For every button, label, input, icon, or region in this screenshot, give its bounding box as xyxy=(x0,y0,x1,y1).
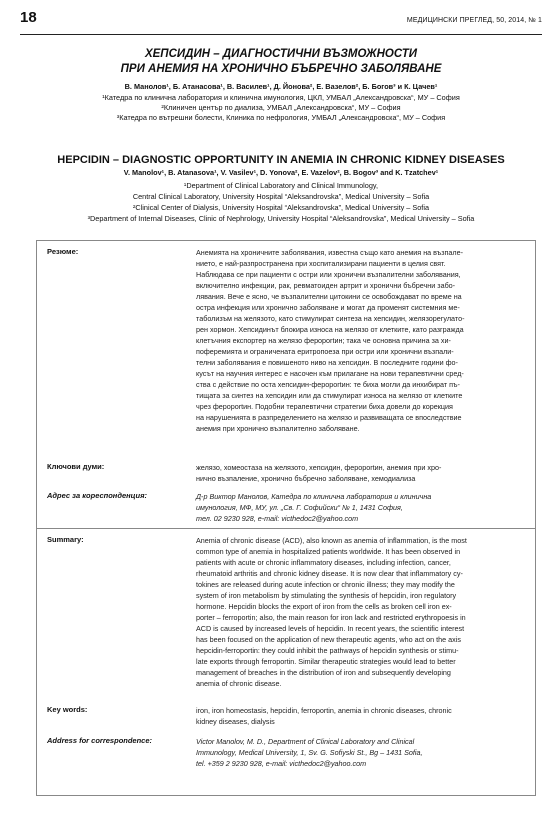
resume-section xyxy=(37,241,535,456)
summary-line: ACD is caused by increased levels of hepcidin. In recent years, the scientific interest xyxy=(196,624,465,633)
resume-line: остра инфекция или хронично заболяване и могат да променят системния ме- xyxy=(196,303,460,312)
summary-line: hormone. Hepcidin blocks the export of iron from the cells as broken cell iron ex- xyxy=(196,602,452,611)
bg-authors: В. Манолов¹, Б. Атанасова¹, В. Василев¹, Д. Йонова², Е. Вазелов², Б. Богов³ и К. Цачев¹ xyxy=(124,82,438,91)
bg-affiliation: ¹Катедра по клинична лаборатория и клинична имунология, ЦКЛ, УМБАЛ „Александровска“, МУ – София xyxy=(102,93,460,102)
resume-line: поферемията и ограничената еритропоеза при остри или хронични възпали- xyxy=(196,347,454,356)
summary-line: hepcidin-ferroportin: they could inhibit the pathways of hepcidin synthesis or stimu- xyxy=(196,646,459,655)
address-line: Immunology, Medical University, 1, Sv. G. Sofiyski St., Bg – 1431 Sofia, xyxy=(196,748,423,757)
en-authors: V. Manolov¹, B. Atanasova¹, V. Vasilev¹, D. Yonova², E. Vazelov², B. Bogov³ and K. Tzatchev¹ xyxy=(123,168,439,177)
page-header xyxy=(20,8,542,35)
keywords-bg-label: Ключови думи: xyxy=(47,462,105,471)
address-line: имунология, МФ, МУ, ул. „Св. Г. Софийски“ № 1, 1431 София, xyxy=(196,503,403,512)
keywords-bg-section xyxy=(37,460,535,490)
resume-line: рен хормон. Хепсидинът блокира износа на желязо от клетките, като разгражда xyxy=(196,325,464,334)
summary-line: management of breaches in the distribution of iron and subsequently developing xyxy=(196,668,451,677)
keywords-line: iron, iron homeostasis, hepcidin, ferroportin, anemia in chronic diseases, chronic xyxy=(196,706,452,715)
resume-line: таболизъм на желязото, като стимулират синтеза на хепсидин, желязорегулато- xyxy=(196,314,465,323)
resume-text xyxy=(196,247,527,434)
en-title: HEPCIDIN – DIAGNOSTIC OPPORTUNITY IN ANEMIA IN CHRONIC KIDNEY DISEASES xyxy=(57,154,505,166)
address-en-label: Address for correspondence: xyxy=(47,736,153,745)
summary-line: system of iron metabolism by stimulating the synthesis of hepcidin, iron regulatory xyxy=(196,591,457,600)
address-line: Victor Manolov, M. D., Department of Clinical Laboratory and Clinical xyxy=(196,737,415,746)
summary-line: late exports through ferroportin. Similar therapeutic strategies would lead to better xyxy=(196,657,456,666)
summary-line: has been focused on the application of new therapeutic agents, who act on the axis xyxy=(196,635,461,644)
summary-line: anemia of chronic disease. xyxy=(196,679,282,688)
keywords-en-section xyxy=(37,703,535,733)
resume-line: лявания. Вече е ясно, че възпалителни цитокини се освобождават по време на xyxy=(196,292,462,301)
resume-line: тищата за синтез на хепсидин или да стимулират износа на желязо от клетките xyxy=(196,391,463,400)
address-bg-label: Адрес за кореспонденция: xyxy=(47,491,148,500)
abstract-box xyxy=(36,240,536,796)
resume-line: включително инфекции, рак, ревматоиден артрит и хронични бъбречни забо- xyxy=(196,281,456,290)
resume-line: телни заболявания е повишеното ниво на хепсидин. В последните години фо- xyxy=(196,358,458,367)
keywords-line: нично възпаление, хронично бъбречно заболяване, хемодиализа xyxy=(196,474,416,483)
address-bg-text xyxy=(196,491,527,524)
resume-line: клетъчния експортер на желязо фероportин; така че основна причина за хи- xyxy=(196,336,451,345)
address-line: tel. +359 2 9230 928, e-mail: victhedoc2@yahoo.com xyxy=(196,759,367,768)
keywords-bg-text xyxy=(196,462,527,484)
resume-line: Анемията на хроничните заболявания, известна също като анемия на възпале- xyxy=(196,248,463,257)
summary-line: porter – ferroportin; also, the main reason for iron lack and restricted erythropoesis in xyxy=(196,613,466,622)
summary-text xyxy=(196,535,527,689)
summary-line: common type of anemia in hospitalized patients worldwide. It has been observed in xyxy=(196,547,461,556)
summary-line: tokines are released during acute infection or chronic illness; they may modify the xyxy=(196,580,455,589)
resume-line: ства с действие по оста хепсидин-фероportин: те биха могли да инхибират пъ- xyxy=(196,380,460,389)
resume-line: чрез фероportин. Подобни терапевтични стратегии биха довели до корекция xyxy=(196,402,453,411)
resume-line: нието, е най-разпространена при хоспитализирани пациенти в целия свят. xyxy=(196,259,446,268)
en-affiliation: ²Clinical Center of Dialysis, University Hospital “Aleksandrovska”, Medical University – Sofia xyxy=(132,203,430,212)
resume-line: анемия при хронично възпалително заболяване. xyxy=(196,424,360,433)
resume-line: кусът на научния интерес е насочен към прилагане на нови терапевтични сред- xyxy=(196,369,464,378)
bg-affiliation: ³Катедра по вътрешни болести, Клиника по нефрология, УМБАЛ „Александровска“, МУ – София xyxy=(116,113,446,122)
address-bg-section xyxy=(37,489,535,529)
bg-title-line: ПРИ АНЕМИЯ НА ХРОНИЧНО БЪБРЕЧНО ЗАБОЛЯВАНЕ xyxy=(120,63,442,75)
address-en-section xyxy=(37,734,535,784)
bg-affiliation: ²Клиничен център по диализа, УМБАЛ „Александровска“, МУ – София xyxy=(161,103,401,112)
address-line: тел. 02 9230 928, e-mail: victhedoc2@yahoo.com xyxy=(196,514,359,523)
summary-line: patients with acute or chronic inflammatory diseases, including infection, cancer, xyxy=(196,558,451,567)
address-en-text xyxy=(196,736,527,769)
resume-line: на нарушенията в разпределението на желязо и развиващата се впоследствие xyxy=(196,413,462,422)
en-affiliation: ¹Department of Clinical Laboratory and Clinical Immunology, xyxy=(183,181,379,190)
page-number: 18 xyxy=(20,9,37,26)
summary-section xyxy=(37,529,535,699)
address-line: Д-р Виктор Манолов, Катедра по клинична лаборатория и клинична xyxy=(196,492,432,501)
journal-reference: МЕДИЦИНСКИ ПРЕГЛЕД, 50, 2014, № 1 xyxy=(406,17,542,24)
summary-line: rheumatoid arthritis and chronic kidney disease. It is now clear that inflammatory cy- xyxy=(196,569,463,578)
summary-label: Summary: xyxy=(47,535,84,544)
en-affiliation: ³Department of Internal Diseases, Clinic of Nephrology, University Hospital “Aleksandrovska”, Medical University – Sofia xyxy=(87,214,475,223)
keywords-line: желязо, хомеостаза на желязото, хепсидин, фероportин, анемия при хро- xyxy=(196,463,442,472)
keywords-line: kidney diseases, dialysis xyxy=(196,717,275,726)
resume-label: Резюме: xyxy=(47,247,79,256)
keywords-en-label: Key words: xyxy=(47,705,88,714)
summary-line: Anemia of chronic disease (ACD), also known as anemia of inflammation, is the most xyxy=(196,536,467,545)
keywords-en-text xyxy=(196,705,527,727)
en-affiliation: Central Clinical Laboratory, University Hospital “Aleksandrovska”, Medical University – Sofia xyxy=(132,192,430,201)
bg-title-line: ХЕПСИДИН – ДИАГНОСТИЧНИ ВЪЗМОЖНОСТИ xyxy=(144,48,418,60)
resume-line: Наблюдава се при пациенти с остри или хронични възпалителни заболявания, xyxy=(196,270,461,279)
bg-title xyxy=(20,47,542,77)
